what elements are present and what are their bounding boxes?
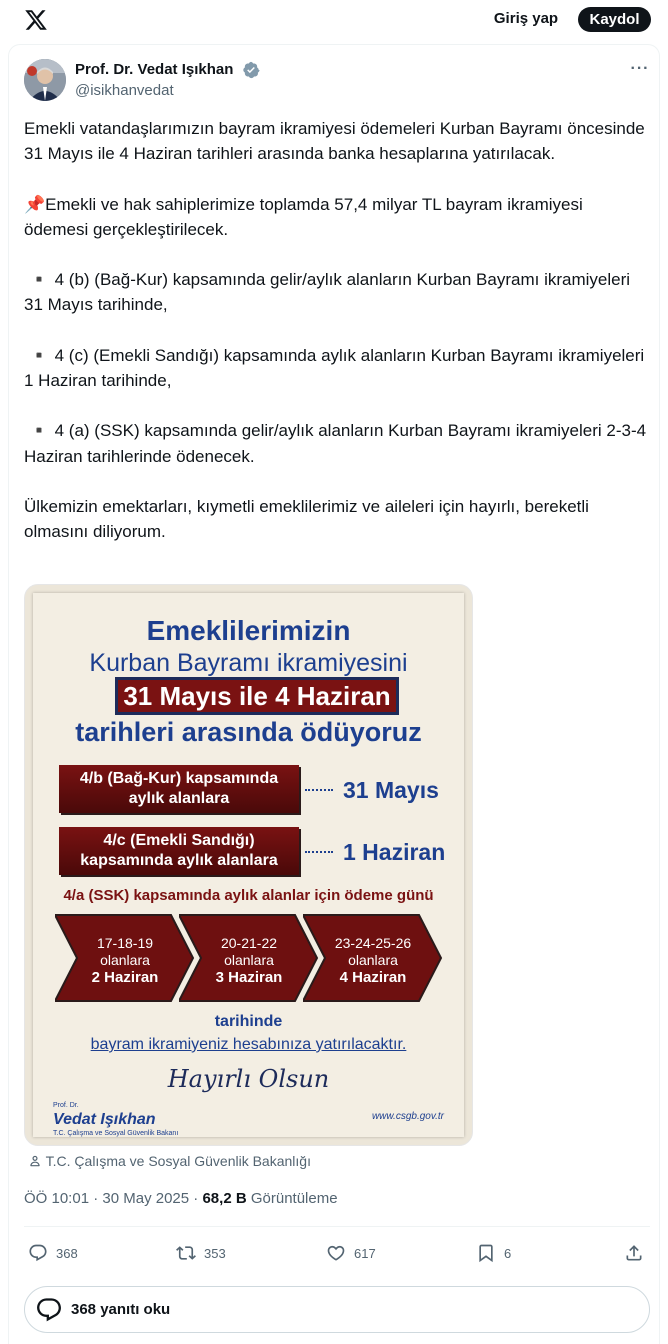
reply-icon (35, 1296, 63, 1324)
image-attribution[interactable] (28, 1152, 311, 1170)
poster (33, 593, 464, 1137)
tweet-date[interactable]: 30 May 2025 (102, 1190, 190, 1207)
poster-subtitle: Kurban Bayramı ikramiyesini (89, 649, 408, 677)
tweet-text (24, 116, 650, 545)
poster-row-value: 1 Haziran (343, 839, 446, 865)
x-logo-icon[interactable] (24, 8, 48, 32)
poster-row-value: 31 Mayıs (343, 777, 439, 803)
like-button[interactable] (326, 1240, 376, 1266)
tweet-paragraph: ▪️ 4 (c) (Emekli Sandığı) kapsamında aylık alanların Kurban Bayramı ikramiyeleri 1 Haziran tarihinde, (24, 345, 649, 391)
bookmark-count: 6 (504, 1245, 512, 1261)
divider (24, 1226, 650, 1227)
arrow-icon (305, 851, 333, 853)
read-replies-label: 368 yanıtı oku (71, 1301, 171, 1318)
tweet-paragraph: 📌Emekli ve hak sahiplerimize toplamda 57,4 milyar TL bayram ikramiyesi ödemesi gerçekleştirilecek. (24, 194, 588, 239)
verified-badge-icon (242, 61, 260, 79)
poster-title: Emeklilerimizin (146, 615, 351, 646)
poster-deposit-note: bayram ikramiyeniz hesabınıza yatırılacaktır. (90, 1036, 407, 1053)
like-count: 617 (354, 1245, 376, 1261)
tweet-paragraph: ▪️ 4 (b) (Bağ-Kur) kapsamında gelir/aylık alanların Kurban Bayramı ikramiyeleri 31 Mayıs tarihinde, (24, 270, 635, 315)
poster-ssk-heading: 4/a (SSK) kapsamında aylık alanlar için ödeme günü (63, 887, 434, 904)
poster-tarihinde: tarihinde (214, 1013, 283, 1030)
avatar[interactable] (24, 59, 66, 101)
poster-chevron: 17-18-19 olanlara 2 Haziran (55, 913, 195, 1003)
bookmark-button[interactable] (476, 1240, 511, 1266)
repost-button[interactable] (176, 1240, 226, 1266)
poster-chevron: 20-21-22 olanlara 3 Haziran (179, 913, 319, 1003)
action-bar (24, 1240, 650, 1266)
repost-count: 353 (204, 1245, 226, 1261)
views-label: Görüntüleme (250, 1190, 338, 1207)
author-name[interactable]: Prof. Dr. Vedat Işıkhan (75, 61, 234, 78)
arrow-icon (305, 789, 333, 791)
share-icon (624, 1243, 644, 1263)
poster-row-label: 4/b (Bağ-Kur) kapsamında aylık alanlara (59, 765, 299, 813)
signup-button[interactable]: Kaydol (578, 7, 651, 32)
tweet-image[interactable] (24, 584, 473, 1146)
login-button[interactable]: Giriş yap (493, 10, 559, 27)
heart-icon (326, 1243, 346, 1263)
more-dots-icon[interactable]: ··· (630, 60, 650, 77)
author-handle[interactable]: @isikhanvedat (75, 82, 174, 99)
views-count: 68,2 B (202, 1190, 247, 1207)
top-bar (0, 0, 668, 40)
repost-icon (176, 1243, 196, 1263)
share-button[interactable] (624, 1240, 652, 1266)
poster-row-label: 4/c (Emekli Sandığı) kapsamında aylık alanlara (59, 827, 299, 875)
attribution-text[interactable]: T.C. Çalışma ve Sosyal Güvenlik Bakanlığı (45, 1153, 311, 1169)
person-icon (28, 1154, 42, 1168)
poster-date-range: 31 Mayıs ile 4 Haziran (115, 677, 399, 715)
poster-title-3: tarihleri arasında ödüyoruz (75, 717, 422, 747)
bookmark-icon (476, 1243, 496, 1263)
poster-url: www.csgb.gov.tr (371, 1111, 444, 1122)
tweet-time[interactable]: ÖÖ 10:01 (24, 1190, 90, 1207)
poster-greeting: Hayırlı Olsun (167, 1065, 330, 1093)
poster-chevron: 23-24-25-26 olanlara 4 Haziran (303, 913, 443, 1003)
poster-signature: Prof. Dr. Vedat Işıkhan T.C. Çalışma ve Sosyal Güvenlik Bakanı (53, 1102, 179, 1137)
reply-count: 368 (56, 1245, 78, 1261)
read-replies-button[interactable] (24, 1286, 650, 1333)
reply-icon (28, 1243, 48, 1263)
reply-button[interactable] (28, 1240, 78, 1266)
tweet-paragraph: ▪️ 4 (a) (SSK) kapsamında gelir/aylık alanların Kurban Bayramı ikramiyeleri 2-3-4 Haziran tarihlerinde ödenecek. (24, 421, 651, 466)
tweet-meta: ÖÖ 10:01 · 30 May 2025 · 68,2 B Görüntüleme (24, 1190, 338, 1207)
tweet-paragraph: Ülkemizin emektarları, kıymetli emeklilerimiz ve aileleri için hayırlı, bereketli olmasını diliyorum. (24, 496, 594, 542)
tweet-paragraph: Emekli vatandaşlarımızın bayram ikramiyesi ödemeleri Kurban Bayramı öncesinde 31 Mayıs ile 4 Haziran tarihleri arasında banka hesaplarına yatırılacak. (24, 119, 650, 164)
